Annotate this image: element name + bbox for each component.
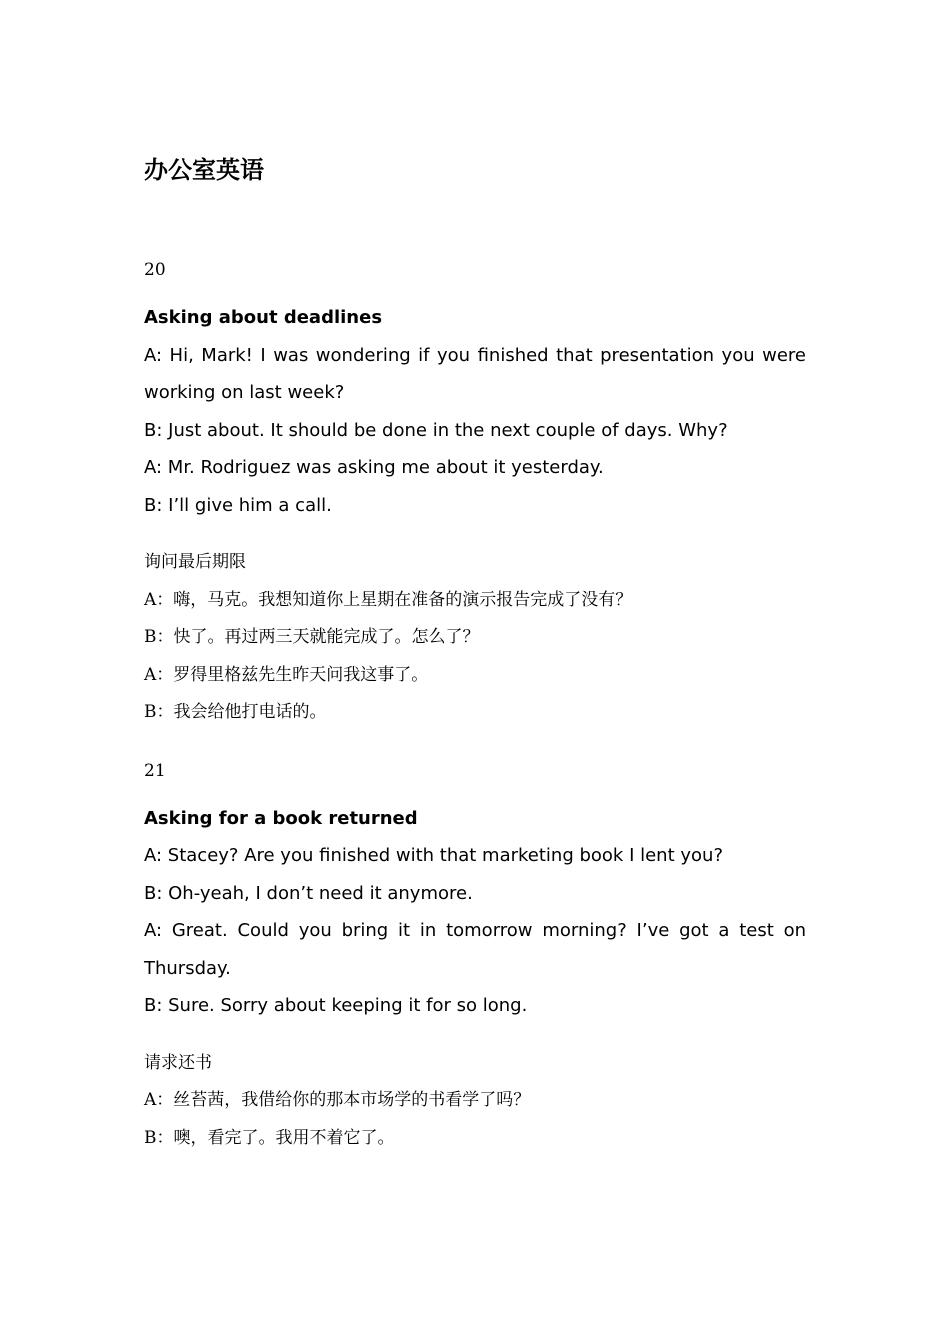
english-dialogue-line: B: Sure. Sorry about keeping it for so long. [144,995,528,1016]
chinese-dialogue-line: A：嗨，马克。我想知道你上星期在准备的演示报告完成了没有？ [144,589,633,610]
english-dialogue-line: A: Mr. Rodriguez was asking me about it yesterday. [144,457,604,478]
chinese-dialogue-line: B：噢，看完了。我用不着它了。 [144,1127,395,1148]
chinese-dialogue-title: 询问最后期限 [144,552,246,572]
english-dialogue-line: A: Stacey? Are you finished with that marketing book I lent you? [144,845,723,866]
english-dialogue-line: A: Hi, Mark! I was wondering if you finished that presentation you were working on last week? [144,344,806,403]
english-dialogue-line: B: Just about. It should be done in the next couple of days. Why? [144,419,728,441]
chinese-dialogue-line: A：罗得里格兹先生昨天问我这事了。 [144,664,429,685]
chinese-dialogue-line: A：丝苔茜，我借给你的那本市场学的书看学了吗？ [144,1090,531,1110]
english-dialogue-line: B: I’ll give him a call. [144,494,332,516]
chinese-dialogue-line: B：我会给他打电话的。 [144,702,327,722]
chinese-dialogue-title: 请求还书 [144,1052,212,1073]
english-dialogue-line: A: Great. Could you bring it in tomorrow morning? I’ve got a test on Thursday. [144,920,806,979]
english-dialogue-title: Asking about deadlines [144,307,383,328]
english-dialogue-title: Asking for a book returned [144,807,418,829]
dialogue-section-21 [144,753,806,1158]
document-body [144,150,806,1157]
chinese-dialogue-line: B：快了。再过两三天就能完成了。怎么了？ [144,627,480,647]
document-title: 办公室英语 [144,155,264,184]
english-dialogue-line: B: Oh-yeah, I don’t need it anymore. [144,882,473,904]
section-number: 20 [144,260,166,280]
section-number: 21 [144,760,166,781]
dialogue-section-20 [144,252,806,732]
